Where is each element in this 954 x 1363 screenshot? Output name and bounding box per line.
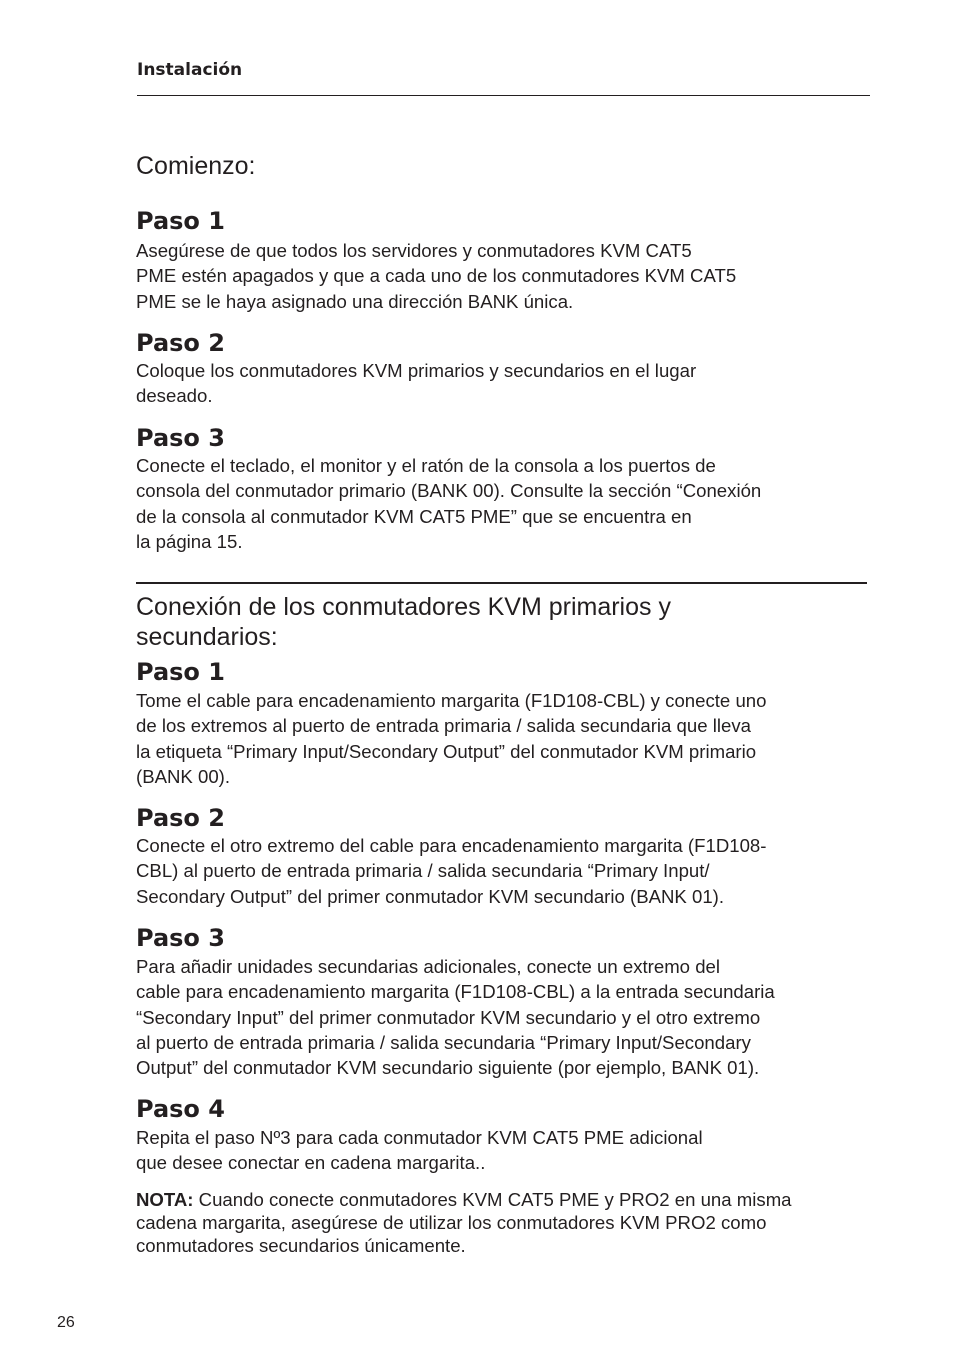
section-title-comienzo: Comienzo: (136, 152, 256, 180)
header-divider (137, 95, 870, 96)
step-heading-4: Paso 4 (136, 1095, 225, 1123)
text-line: PME se le haya asignado una dirección BANK única. (136, 290, 574, 312)
step-heading-2: Paso 2 (136, 329, 225, 357)
note-line: conmutadores secundarios únicamente. (136, 1235, 466, 1256)
text-line: Conecte el teclado, el monitor y el ratón de la consola a los puertos de (136, 455, 716, 476)
text-line: CBL) al puerto de entrada primaria / salida secundaria “Primary Input/ (136, 860, 710, 882)
text-line: consola del conmutador primario (BANK 00). Consulte la sección “Conexión (136, 480, 762, 502)
text-line: “Secondary Input” del primer conmutador KVM secundario y el otro extremo (136, 1006, 761, 1028)
step-body-3 (136, 453, 761, 554)
step-heading-3: Paso 3 (136, 924, 225, 952)
text-line: de la consola al conmutador KVM CAT5 PME” que se encuentra en (136, 505, 692, 527)
step-heading-2: Paso 2 (136, 804, 225, 832)
step-body-3 (136, 954, 775, 1080)
note-text: Cuando conecte conmutadores KVM CAT5 PME y PRO2 en una misma (193, 1189, 792, 1210)
text-line: Tome el cable para encadenamiento margarita (F1D108-CBL) y conecte uno (136, 690, 767, 711)
title-line: secundarios: (136, 623, 278, 651)
section-divider (136, 582, 867, 584)
step-body-1 (136, 688, 766, 789)
note-line: cadena margarita, asegúrese de utilizar los conmutadores KVM PRO2 como (136, 1212, 767, 1233)
text-line: Secondary Output” del primer conmutador KVM secundario (BANK 01). (136, 885, 725, 907)
step-body-2 (136, 358, 696, 409)
text-line: Asegúrese de que todos los servidores y conmutadores KVM CAT5 (136, 240, 692, 261)
text-line: la etiqueta “Primary Input/Secondary Output” del conmutador KVM primario (136, 740, 757, 762)
running-header: Instalación (137, 60, 243, 80)
text-line: deseado. (136, 385, 213, 407)
text-line: Conecte el otro extremo del cable para encadenamiento margarita (F1D108- (136, 835, 767, 856)
text-line: PME estén apagados y que a cada uno de los conmutadores KVM CAT5 (136, 265, 737, 287)
text-line: (BANK 00). (136, 765, 231, 787)
text-line: Output” del conmutador KVM secundario siguiente (por ejemplo, BANK 01). (136, 1057, 760, 1079)
note-label: NOTA: (136, 1189, 194, 1210)
title-line: Conexión de los conmutadores KVM primarios y (136, 593, 671, 621)
step-body-1 (136, 238, 736, 314)
text-line: Repita el paso Nº3 para cada conmutador KVM CAT5 PME adicional (136, 1127, 703, 1148)
text-line: Coloque los conmutadores KVM primarios y secundarios en el lugar (136, 360, 697, 381)
text-line: que desee conectar en cadena margarita.. (136, 1152, 486, 1174)
step-heading-3: Paso 3 (136, 424, 225, 452)
text-line: Para añadir unidades secundarias adicionales, conecte un extremo del (136, 956, 721, 977)
text-line: la página 15. (136, 530, 243, 552)
note-line (136, 1188, 792, 1211)
text-line: cable para encadenamiento margarita (F1D108-CBL) a la entrada secundaria (136, 981, 775, 1003)
step-heading-1: Paso 1 (136, 207, 225, 235)
text-line: de los extremos al puerto de entrada primaria / salida secundaria que lleva (136, 715, 751, 737)
step-heading-1: Paso 1 (136, 658, 225, 686)
text-line: al puerto de entrada primaria / salida secundaria “Primary Input/Secondary (136, 1031, 751, 1053)
note-block (136, 1188, 792, 1257)
step-body-2 (136, 833, 766, 909)
page-number: 26 (57, 1314, 75, 1331)
step-body-4 (136, 1125, 703, 1176)
section-title-conexion (136, 592, 671, 652)
